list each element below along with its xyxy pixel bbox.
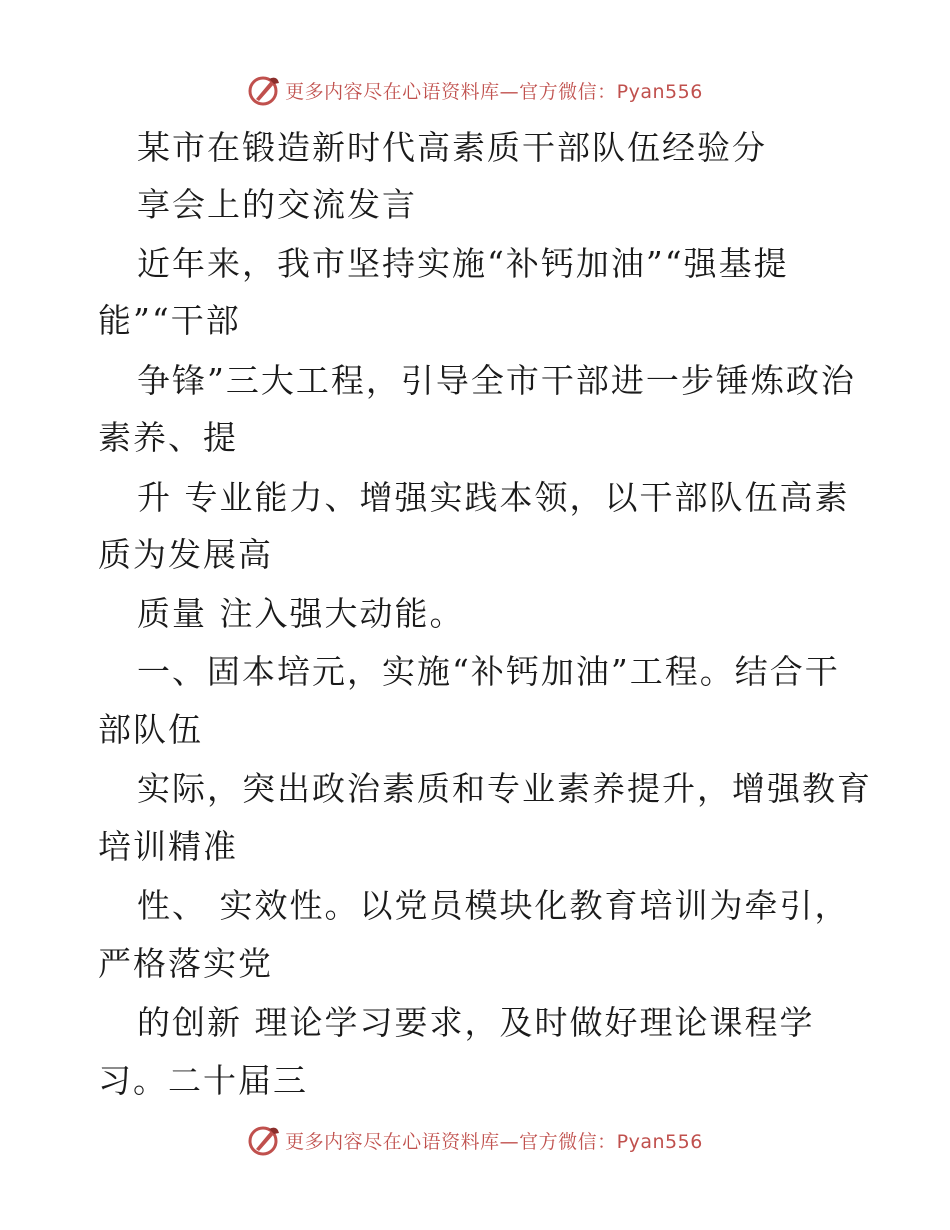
red-quill-logo-icon bbox=[247, 1123, 281, 1157]
footer-banner-text: 更多内容尽在心语资料库—官方微信：Pyan556 bbox=[285, 1130, 703, 1153]
paragraph-line: 能”“干部 bbox=[98, 301, 241, 340]
section-heading-line: 一、固本培元，实施“补钙加油”工程。结合干 bbox=[137, 652, 840, 691]
title-line-2: 享会上的交流发言 bbox=[137, 185, 417, 224]
paragraph-line: 争锋”三大工程，引导全市干部进一步锤炼政治 bbox=[137, 361, 856, 400]
paragraph-line: 质为发展高 bbox=[98, 535, 273, 574]
paragraph-line: 严格落实党 bbox=[98, 944, 273, 983]
paragraph-line: 近年来，我市坚持实施“补钙加油”“强基提 bbox=[137, 244, 789, 283]
paragraph-line: 培训精准 bbox=[98, 827, 238, 866]
paragraph-line: 实际，突出政治素质和专业素养提升，增强教育 bbox=[137, 769, 872, 808]
title-line-1: 某市在锻造新时代高素质干部队伍经验分 bbox=[137, 128, 767, 167]
paragraph-line: 升 专业能力、增强实践本领，以干部队伍高素 bbox=[137, 478, 850, 517]
paragraph-line: 质量 注入强大动能。 bbox=[137, 594, 465, 633]
header-banner-text: 更多内容尽在心语资料库—官方微信：Pyan556 bbox=[285, 80, 703, 103]
paragraph-line: 习。二十届三 bbox=[98, 1061, 308, 1100]
paragraph-line: 性、 实效性。以党员模块化教育培训为牵引， bbox=[137, 886, 850, 925]
paragraph-line: 素养、提 bbox=[98, 418, 238, 457]
paragraph-line: 部队伍 bbox=[98, 710, 203, 749]
paragraph-line: 的创新 理论学习要求，及时做好理论课程学 bbox=[137, 1003, 815, 1042]
footer-banner bbox=[0, 1120, 950, 1160]
